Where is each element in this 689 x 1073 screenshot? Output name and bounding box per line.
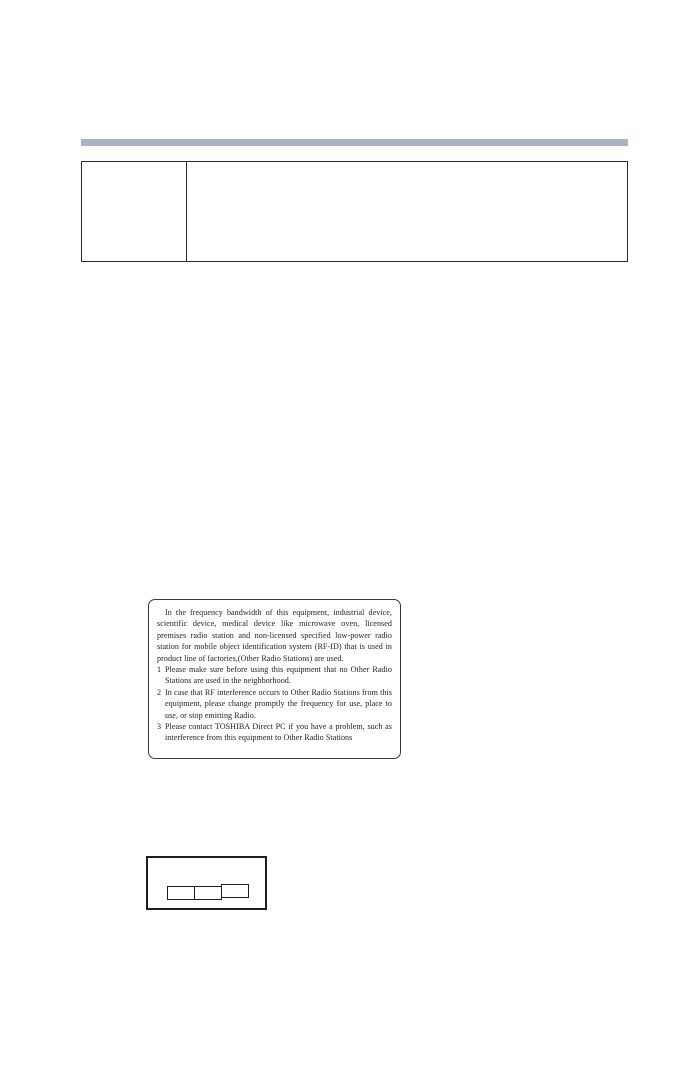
notice-item: [157, 721, 392, 744]
radio-interference-notice-label: [148, 599, 401, 759]
band-block-middle: [194, 886, 222, 900]
notice-item-number: 2: [157, 687, 162, 697]
notice-item: [157, 664, 392, 687]
notice-intro: In the frequency bandwidth of this equipment, industrial device, scientific device, medical device like microwave oven, licensed premises radio station and non-licensed specified low-power radio station for mobile object identification system (RF-ID) that is used in product line of factories,(Other Radio Stations) are used.: [157, 608, 392, 663]
notice-item-text: Please contact TOSHIBA Direct PC if you have a problem, such as interference from this equipment to Other Radio Stations: [165, 722, 392, 743]
header-rule: [81, 139, 628, 146]
info-table: [81, 161, 628, 262]
notice-item-number: 1: [157, 665, 162, 675]
notice-item: [157, 687, 392, 721]
info-table-left-cell: [82, 162, 187, 261]
notice-list: [157, 664, 392, 744]
band-block-left: [167, 886, 195, 900]
notice-item-text: Please make sure before using this equipment that no Other Radio Stations are used in the neighborhood.: [165, 665, 392, 686]
notice-item-text: In case that RF interference occurs to Other Radio Stations from this equipment, please change promptly the frequency for use, place to use, or stop emitting Radio.: [165, 687, 392, 720]
frequency-band-label: [146, 856, 267, 910]
band-block-right: [221, 884, 249, 898]
notice-item-number: 3: [157, 722, 162, 732]
frequency-band-diagram: [167, 884, 247, 900]
info-table-right-cell: [187, 162, 627, 261]
